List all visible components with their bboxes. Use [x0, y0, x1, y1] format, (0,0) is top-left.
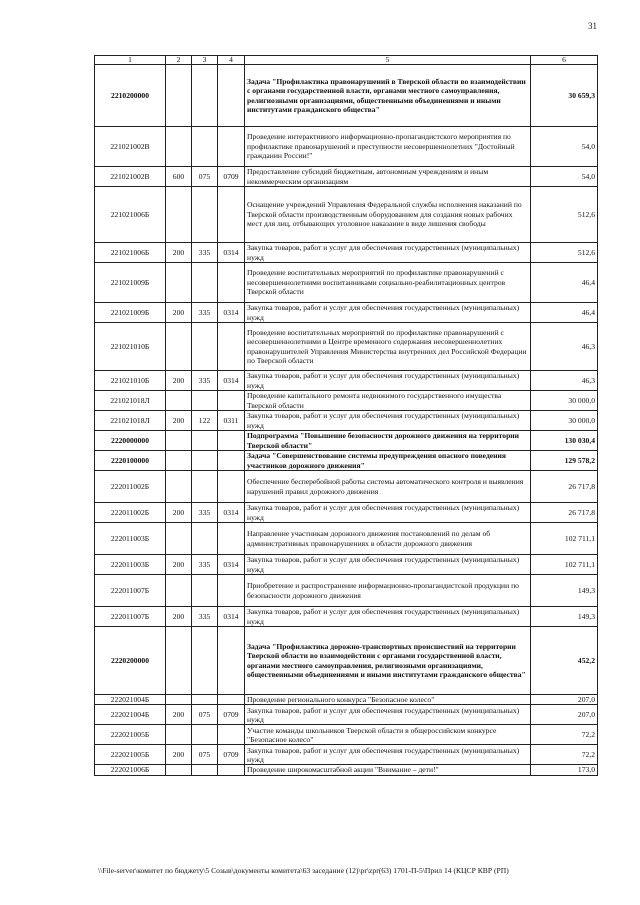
table-row	[95, 725, 598, 745]
row-col-3	[192, 575, 218, 607]
row-code: 222011002Б	[95, 503, 166, 523]
table-row	[95, 167, 598, 187]
row-amount: 72,2	[531, 725, 598, 745]
row-col-4: 0314	[218, 371, 245, 391]
row-name: Закупка товаров, работ и услуг для обеспечения государственных (муниципальных) нужд	[245, 745, 531, 765]
table-row	[95, 127, 598, 167]
row-col-3	[192, 451, 218, 471]
row-col-4: 0314	[218, 503, 245, 523]
row-code: 221021009Б	[95, 263, 166, 303]
row-code: 221021010Б	[95, 323, 166, 371]
row-amount: 102 711,1	[531, 523, 598, 555]
row-col-2	[166, 725, 192, 745]
row-col-3	[192, 725, 218, 745]
row-col-4	[218, 65, 245, 127]
row-col-4	[218, 471, 245, 503]
row-name: Проведение широкомасштабной акции "Внимание – дети!"	[245, 765, 531, 775]
row-amount: 72,2	[531, 745, 598, 765]
table-row	[95, 411, 598, 431]
table-row	[95, 627, 598, 695]
row-col-2	[166, 391, 192, 411]
row-code: 222011003Б	[95, 523, 166, 555]
row-col-3	[192, 523, 218, 555]
row-code: 222021004Б	[95, 705, 166, 725]
row-amount: 207,0	[531, 705, 598, 725]
row-name: Подпрограмма "Повышение безопасности дорожного движения на территории Тверской области"	[245, 431, 531, 451]
row-col-3	[192, 627, 218, 695]
row-col-2	[166, 523, 192, 555]
row-col-4	[218, 523, 245, 555]
table-row	[95, 607, 598, 627]
row-col-3	[192, 187, 218, 243]
row-col-3: 335	[192, 243, 218, 263]
row-col-2: 200	[166, 243, 192, 263]
budget-table	[94, 55, 598, 776]
row-col-2	[166, 187, 192, 243]
row-col-2: 200	[166, 555, 192, 575]
row-col-4	[218, 765, 245, 775]
row-name: Проведение капитального ремонта недвижимого государственного имущества Тверской области	[245, 391, 531, 411]
row-name: Закупка товаров, работ и услуг для обеспечения государственных (муниципальных) нужд	[245, 411, 531, 431]
row-col-2: 200	[166, 303, 192, 323]
row-col-4	[218, 627, 245, 695]
row-amount: 129 578,2	[531, 451, 598, 471]
row-code: 222011003Б	[95, 555, 166, 575]
row-col-2	[166, 695, 192, 705]
row-code: 221021002В	[95, 167, 166, 187]
row-col-4	[218, 695, 245, 705]
row-col-2	[166, 471, 192, 503]
header-col-2: 2	[166, 56, 192, 65]
row-amount: 173,0	[531, 765, 598, 775]
row-code: 221021009Б	[95, 303, 166, 323]
row-name: Предоставление субсидий бюджетным, автономным учреждениям и иным некоммерческим организациям	[245, 167, 531, 187]
row-code: 2220000000	[95, 431, 166, 451]
row-col-3	[192, 695, 218, 705]
row-col-4	[218, 263, 245, 303]
row-col-2	[166, 627, 192, 695]
table-row	[95, 451, 598, 471]
row-name: Закупка товаров, работ и услуг для обеспечения государственных (муниципальных) нужд	[245, 705, 531, 725]
row-col-3: 335	[192, 371, 218, 391]
row-col-4	[218, 725, 245, 745]
row-col-4	[218, 575, 245, 607]
row-amount: 512,6	[531, 187, 598, 243]
row-name: Приобретение и распространение информационно-пропагандистской продукции по безопасности дорожного движения	[245, 575, 531, 607]
row-code: 222021005Б	[95, 745, 166, 765]
table-row	[95, 391, 598, 411]
row-code: 221021002В	[95, 127, 166, 167]
row-col-4: 0314	[218, 243, 245, 263]
row-col-2: 200	[166, 411, 192, 431]
row-amount: 26 717,8	[531, 471, 598, 503]
row-name: Проведение интерактивного информационно-пропагандистского мероприятия по профилактике правонарушений и преступности несовершеннолетних "Достойный гражданин России!"	[245, 127, 531, 167]
table-row	[95, 705, 598, 725]
row-col-4: 0314	[218, 607, 245, 627]
table-row	[95, 243, 598, 263]
header-col-4: 4	[218, 56, 245, 65]
row-amount: 54,0	[531, 127, 598, 167]
row-code: 222021004Б	[95, 695, 166, 705]
row-col-4	[218, 187, 245, 243]
file-path-footer: \\File-server\комитет по бюджету\5 Созыв\документы комитета\63 заседание (12)\pr\zpr(63) 1701-П-5\Прил 14 (КЦСР КВР (РП)	[98, 866, 509, 875]
row-col-2	[166, 575, 192, 607]
row-amount: 54,0	[531, 167, 598, 187]
row-amount: 512,6	[531, 243, 598, 263]
row-col-2	[166, 65, 192, 127]
row-name: Закупка товаров, работ и услуг для обеспечения государственных (муниципальных) нужд	[245, 555, 531, 575]
row-code: 221021010Б	[95, 371, 166, 391]
row-col-2: 200	[166, 371, 192, 391]
row-col-3: 335	[192, 607, 218, 627]
table-header-row	[95, 56, 598, 65]
table-row	[95, 745, 598, 765]
header-col-1: 1	[95, 56, 166, 65]
row-code: 222021006Б	[95, 765, 166, 775]
row-col-3	[192, 263, 218, 303]
table-row	[95, 503, 598, 523]
row-name: Задача "Профилактика правонарушений в Тверской области во взаимодействии с органами государственной власти, органами местного самоуправления, религиозными организациями, общественными объединениями и иными институтами гражданского общества"	[245, 65, 531, 127]
row-col-2	[166, 323, 192, 371]
row-name: Оснащение учреждений Управления Федеральной службы исполнения наказаний по Тверской области производственным оборудованием для создания новых рабочих мест для лиц, отбывающих уголовное наказание в виде лишения свободы	[245, 187, 531, 243]
row-code: 222011007Б	[95, 575, 166, 607]
table-row	[95, 371, 598, 391]
table-row	[95, 303, 598, 323]
table-row	[95, 323, 598, 371]
row-amount: 149,3	[531, 607, 598, 627]
row-col-3	[192, 765, 218, 775]
row-col-3: 335	[192, 555, 218, 575]
row-name: Проведение регионального конкурса "Безопасное колесо"	[245, 695, 531, 705]
row-name: Обеспечение бесперебойной работы системы автоматического контроля и выявления нарушений правил дорожного движения	[245, 471, 531, 503]
row-col-3	[192, 127, 218, 167]
row-code: 221021018Л	[95, 411, 166, 431]
row-amount: 102 711,1	[531, 555, 598, 575]
row-col-2	[166, 127, 192, 167]
row-name: Закупка товаров, работ и услуг для обеспечения государственных (муниципальных) нужд	[245, 503, 531, 523]
row-code: 222021005Б	[95, 725, 166, 745]
row-name: Направление участникам дорожного движения постановлений по делам об административных правонарушениях в области дорожного движения	[245, 523, 531, 555]
row-col-3	[192, 391, 218, 411]
row-col-3: 335	[192, 303, 218, 323]
row-col-3: 075	[192, 705, 218, 725]
row-code: 221021006Б	[95, 187, 166, 243]
row-amount: 207,0	[531, 695, 598, 705]
row-col-4	[218, 451, 245, 471]
row-name: Закупка товаров, работ и услуг для обеспечения государственных (муниципальных) нужд	[245, 371, 531, 391]
row-col-2	[166, 765, 192, 775]
row-name: Участие команды школьников Тверской области в общероссийском конкурсе "Безопасное колесо"	[245, 725, 531, 745]
row-name: Проведение воспитательных мероприятий по профилактике правонарушений с несовершеннолетними в Центре временного содержания несовершеннолетних правонарушителей Управления Министерства внутренних дел Российской Федерации по Тверской области	[245, 323, 531, 371]
table-row	[95, 765, 598, 775]
row-col-4: 0311	[218, 411, 245, 431]
table-row	[95, 695, 598, 705]
header-col-5: 5	[245, 56, 531, 65]
row-col-2	[166, 263, 192, 303]
row-col-4	[218, 431, 245, 451]
row-name: Закупка товаров, работ и услуг для обеспечения государственных (муниципальных) нужд	[245, 303, 531, 323]
table-row	[95, 575, 598, 607]
row-col-4: 0314	[218, 555, 245, 575]
row-code: 222011002Б	[95, 471, 166, 503]
table-row	[95, 471, 598, 503]
header-col-6: 6	[531, 56, 598, 65]
row-col-3: 075	[192, 167, 218, 187]
row-col-2: 200	[166, 503, 192, 523]
row-col-3	[192, 65, 218, 127]
row-col-3	[192, 471, 218, 503]
row-amount: 30 000,0	[531, 391, 598, 411]
row-amount: 130 030,4	[531, 431, 598, 451]
row-col-3	[192, 323, 218, 371]
row-name: Проведение воспитательных мероприятий по профилактике правонарушений с несовершеннолетними воспитанниками социально-реабилитационных центров Тверской области	[245, 263, 531, 303]
row-col-3: 122	[192, 411, 218, 431]
table-row	[95, 555, 598, 575]
row-amount: 46,3	[531, 371, 598, 391]
table-row	[95, 65, 598, 127]
row-amount: 46,4	[531, 263, 598, 303]
row-col-3: 335	[192, 503, 218, 523]
table-row	[95, 431, 598, 451]
row-amount: 30 659,3	[531, 65, 598, 127]
row-col-2: 600	[166, 167, 192, 187]
row-col-4	[218, 323, 245, 371]
row-col-2	[166, 451, 192, 471]
row-col-4: 0709	[218, 745, 245, 765]
row-amount: 452,2	[531, 627, 598, 695]
row-name: Закупка товаров, работ и услуг для обеспечения государственных (муниципальных) нужд	[245, 607, 531, 627]
row-code: 221021006Б	[95, 243, 166, 263]
row-code: 2220100000	[95, 451, 166, 471]
table-row	[95, 187, 598, 243]
row-col-4: 0314	[218, 303, 245, 323]
row-amount: 30 000,0	[531, 411, 598, 431]
row-code: 2220200000	[95, 627, 166, 695]
row-col-2: 200	[166, 607, 192, 627]
table-row	[95, 263, 598, 303]
row-col-4	[218, 391, 245, 411]
row-col-4: 0709	[218, 167, 245, 187]
row-code: 222011007Б	[95, 607, 166, 627]
row-amount: 149,3	[531, 575, 598, 607]
row-name: Задача "Профилактика дорожно-транспортных происшествий на территории Тверской области во взаимодействии с органами государственной власти, органами местного самоуправления, религиозными организациями, общественными объединениями и иными институтами гражданского общества"	[245, 627, 531, 695]
row-code: 2210200000	[95, 65, 166, 127]
row-col-2	[166, 431, 192, 451]
row-col-2: 200	[166, 705, 192, 725]
row-name: Закупка товаров, работ и услуг для обеспечения государственных (муниципальных) нужд	[245, 243, 531, 263]
row-col-3: 075	[192, 745, 218, 765]
header-col-3: 3	[192, 56, 218, 65]
row-amount: 46,3	[531, 323, 598, 371]
row-code: 221021018Л	[95, 391, 166, 411]
row-col-4	[218, 127, 245, 167]
row-amount: 46,4	[531, 303, 598, 323]
row-col-4: 0709	[218, 705, 245, 725]
row-name: Задача "Совершенствование системы предупреждения опасного поведения участников дорожного движения"	[245, 451, 531, 471]
page-number: 31	[588, 21, 597, 31]
row-col-3	[192, 431, 218, 451]
table-row	[95, 523, 598, 555]
row-col-2: 200	[166, 745, 192, 765]
row-amount: 26 717,8	[531, 503, 598, 523]
